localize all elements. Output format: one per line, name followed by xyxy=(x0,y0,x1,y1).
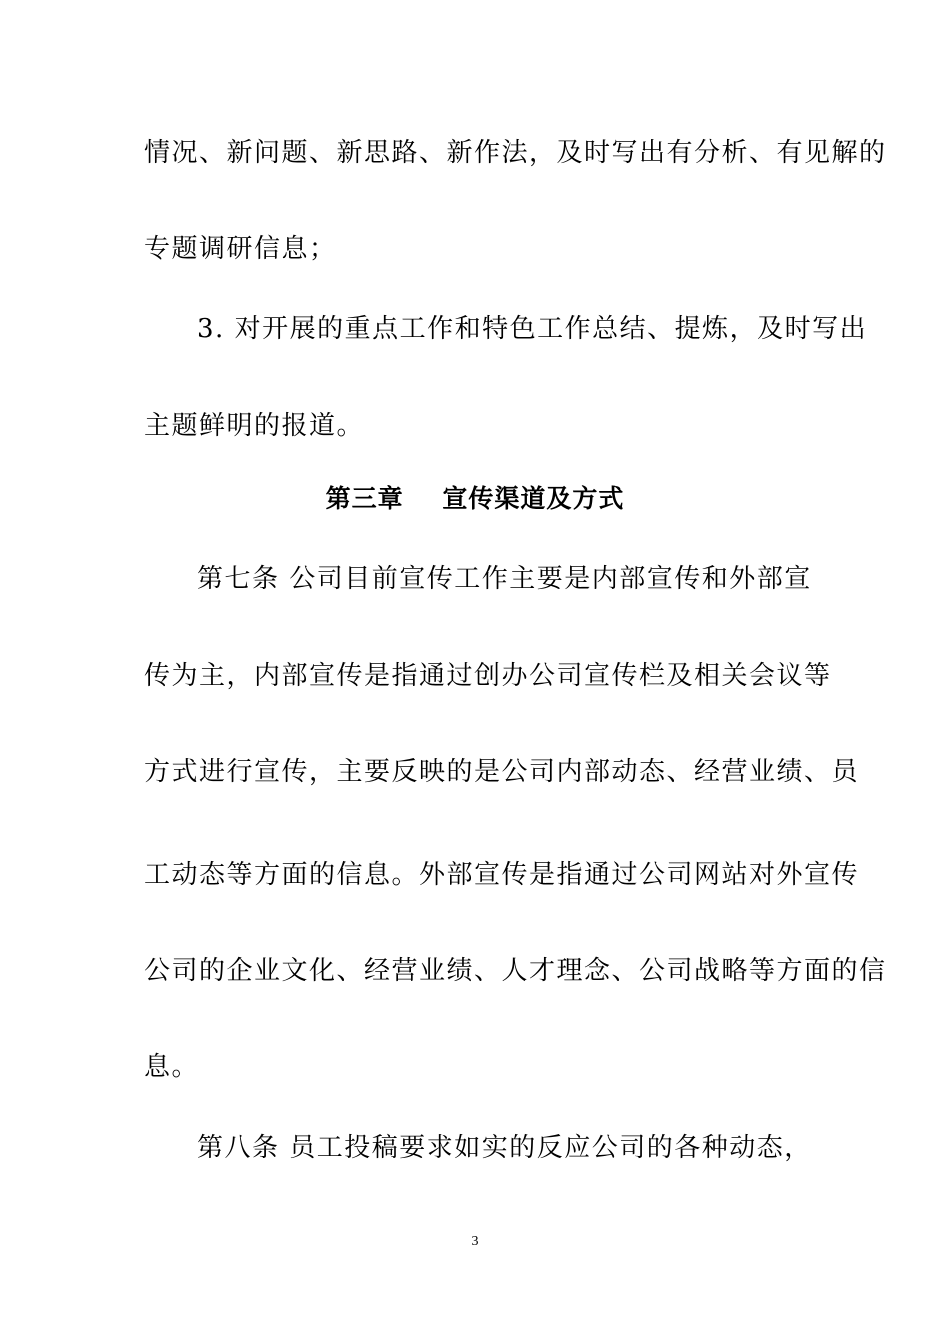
article-7-line: 息。 xyxy=(144,1052,200,1082)
list-item-3: 3. 对开展的重点工作和特色工作总结、提炼，及时写出 xyxy=(197,314,868,344)
article-7-line: 第七条 公司目前宣传工作主要是内部宣传和外部宣 xyxy=(197,564,812,594)
article-7-line: 传为主，内部宣传是指通过创办公司宣传栏及相关会议等 xyxy=(144,661,832,691)
article-7-line: 方式进行宣传，主要反映的是公司内部动态、经营业绩、员 xyxy=(144,757,860,787)
paragraph-line: 主题鲜明的报道。 xyxy=(144,411,365,441)
page-number: 3 xyxy=(471,1234,479,1249)
chapter-heading: 第三章 宣传渠道及方式 xyxy=(325,484,625,513)
article-8-line: 第八条 员工投稿要求如实的反应公司的各种动态， xyxy=(197,1133,812,1163)
paragraph-line: 专题调研信息； xyxy=(144,234,337,264)
paragraph-line: 情况、新问题、新思路、新作法，及时写出有分析、有见解的 xyxy=(144,138,887,168)
article-7-line: 工动态等方面的信息。外部宣传是指通过公司网站对外宣传 xyxy=(144,860,860,890)
article-7-line: 公司的企业文化、经营业绩、人才理念、公司战略等方面的信 xyxy=(144,956,887,986)
